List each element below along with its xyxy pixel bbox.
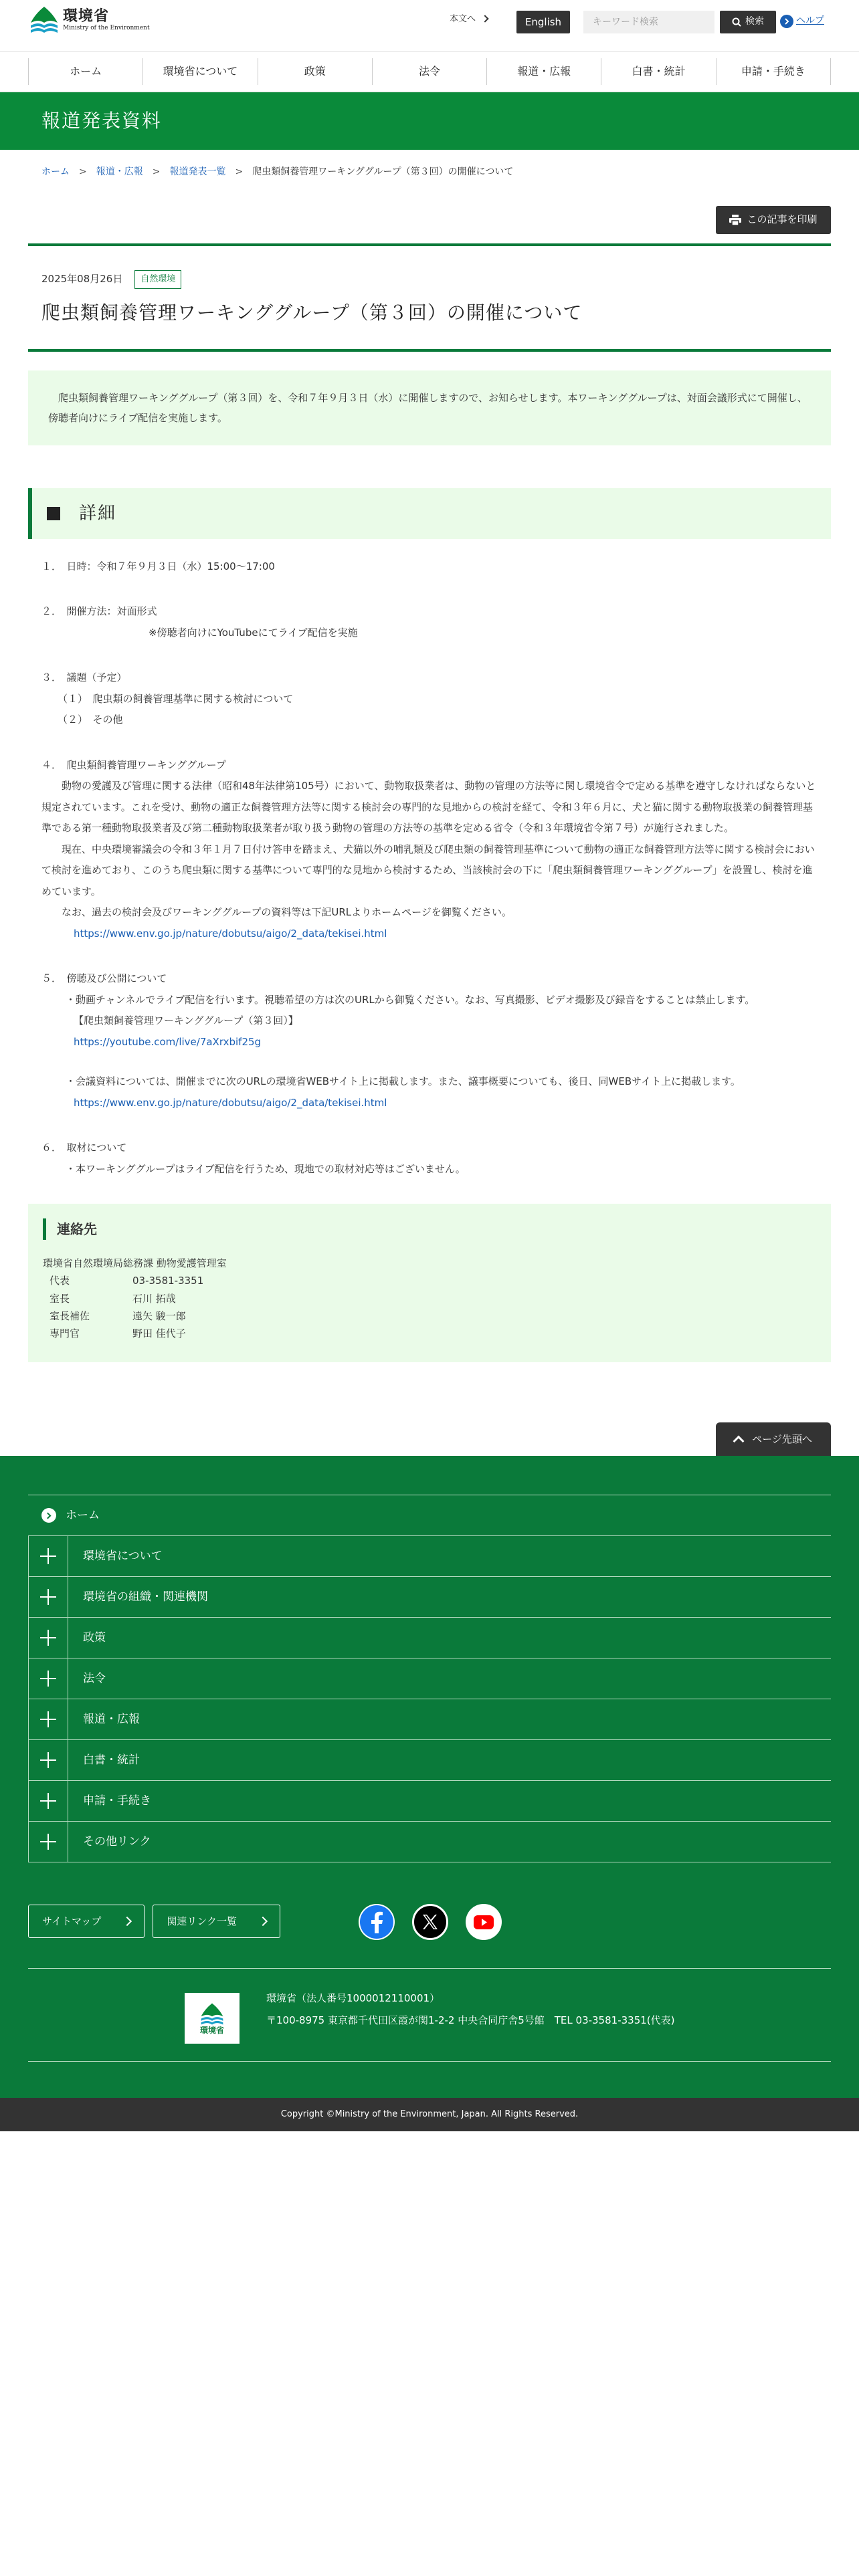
logo-english: Ministry of the Environment — [63, 24, 150, 31]
related-links-button[interactable] — [153, 1905, 280, 1938]
detail-agenda: ３． 議題（予定） — [41, 671, 127, 684]
footer-menu-label: 法令 — [83, 1671, 106, 1685]
footer-logo[interactable] — [185, 1993, 240, 2044]
sitemap-button[interactable] — [28, 1905, 145, 1938]
search-input[interactable] — [583, 11, 714, 33]
footer-menu-item[interactable] — [28, 1536, 831, 1577]
skip-link-label: 本文へ — [450, 14, 476, 24]
plus-icon[interactable] — [28, 1822, 68, 1862]
wg-paragraph: 現在、中央環境審議会の令和３年１月７日付け答申を踏まえ、犬猫以外の哺乳類及び爬虫類の飼養管理基準について動物の適正な飼養管理方法等に関する検討会において検討を進めており、このうち爬虫類に関する基準について専門的な見地から検討するため、当該検討会の下に「爬虫類飼養管理ワーキンググループ」を設置し、検討を進めています。 — [41, 843, 815, 897]
wg-paragraph: なお、過去の検討会及びワーキンググループの資料等は下記URLよりホームページを御覧ください。 — [62, 906, 512, 919]
facebook-icon[interactable] — [359, 1904, 395, 1940]
agenda-item: （１） 爬虫類の飼養管理基準に関する検討について — [58, 692, 294, 705]
footer-menu-item[interactable] — [28, 1822, 831, 1862]
contact-row — [43, 1307, 203, 1325]
search-button[interactable] — [720, 11, 776, 33]
footer-menu-item[interactable] — [28, 1740, 831, 1781]
search-icon — [732, 17, 741, 27]
search-button-label: 検索 — [745, 16, 764, 27]
footer-menu-label: 環境省の組織・関連機関 — [83, 1590, 208, 1604]
contact-value: 遠矢 駿一郎 — [132, 1309, 186, 1322]
contact-value: 石川 拓哉 — [132, 1292, 176, 1305]
print-button[interactable] — [716, 206, 831, 234]
square-bullet-icon — [47, 507, 60, 520]
contact-value: 03-3581-3351 — [132, 1275, 204, 1287]
contact-key: 室長 — [50, 1292, 70, 1305]
breadcrumb-separator: > — [152, 167, 161, 177]
chevron-up-icon — [733, 1436, 745, 1447]
contact-row — [43, 1325, 203, 1342]
chevron-right-icon — [481, 15, 488, 22]
breadcrumb-press-list[interactable]: 報道発表一覧 — [169, 167, 226, 177]
page-top-button[interactable] — [716, 1422, 831, 1456]
category-tag: 自然環境 — [134, 270, 181, 289]
plus-icon[interactable] — [28, 1781, 68, 1822]
wg-paragraph: 動物の愛護及び管理に関する法律（昭和48年法律第105号）において、動物取扱業者は、動物の管理の方法等に関し環境省令で定める基準を遵守しなければならないと規定されています。これを受け、動物の適正な飼養管理方法等に関する検討会の専門的な見地からの検討を経て、令和３年６月に、犬と猫に関する動物取扱業の飼養管理基準である第一種動物取扱業者及び第二種動物取扱業者が取り扱う動物の管理の方法等の基準を定める省令（令和３年環境省令第７号）が施行されました。 — [41, 780, 816, 835]
article-lead: 爬虫類飼養管理ワーキンググループ（第３回）を、令和７年９月３日（水）に開催しますので、お知らせします。本ワーキンググループは、対面会議形式にて開催し、傍聴者向けにライブ配信を実施します。 — [28, 370, 831, 445]
chevron-right-icon — [258, 1917, 268, 1926]
footer-home-label: ホーム — [66, 1508, 100, 1522]
english-button[interactable]: English — [516, 11, 570, 33]
breadcrumb-separator: > — [235, 167, 244, 177]
printer-icon — [729, 215, 741, 225]
youtube-live-link[interactable]: https://youtube.com/live/7aXrxbif25g — [74, 1035, 262, 1048]
contact-row — [43, 1290, 203, 1307]
site-logo[interactable] — [28, 5, 150, 35]
details-heading-text: 詳細 — [79, 503, 117, 524]
details-body — [41, 556, 818, 1180]
youtube-icon[interactable] — [466, 1904, 502, 1940]
chevron-right-circle-icon — [780, 15, 793, 28]
breadcrumb-current: 爬虫類飼養管理ワーキンググループ（第３回）の開催について — [252, 167, 514, 177]
help-link[interactable] — [780, 13, 824, 29]
sitemap-label: サイトマップ — [42, 1915, 102, 1927]
plus-icon[interactable] — [28, 1536, 68, 1577]
press-bullet: ・本ワーキンググループはライブ配信を行うため、現地での取材対応等はございません。 — [66, 1162, 466, 1175]
plus-icon[interactable] — [28, 1699, 68, 1740]
address: 〒100-8975 東京都千代田区霞が関1-2-2 中央合同庁舎5号館 TEL 03-3581-3351(代表) — [266, 2014, 675, 2027]
contact-row — [43, 1272, 203, 1289]
footer-menu-item[interactable] — [28, 1618, 831, 1658]
breadcrumb — [0, 150, 859, 206]
footer-menu-label: 報道・広報 — [83, 1712, 140, 1726]
breadcrumb-press[interactable]: 報道・広報 — [96, 167, 143, 177]
live-stream-label: 【爬虫類飼養管理ワーキンググループ（第３回）】 — [74, 1014, 298, 1027]
public-bullet: ・動画チャンネルでライブ配信を行います。視聴希望の方は次のURLから御覧ください。なお、写真撮影、ビデオ撮影及び録音をすることは禁止します。 — [66, 993, 755, 1006]
nav-item-applications[interactable]: 申請・手続き — [716, 58, 831, 85]
chevron-right-circle-icon — [41, 1508, 56, 1523]
article-title: 爬虫類飼養管理ワーキンググループ（第３回）の開催について — [41, 302, 583, 324]
contact-key: 専門官 — [50, 1327, 80, 1340]
contact-table — [43, 1272, 203, 1342]
plus-icon[interactable] — [28, 1618, 68, 1658]
site-footer — [0, 1456, 859, 2131]
related-links-label: 関連リンク一覧 — [167, 1915, 237, 1927]
footer-menu-item[interactable] — [28, 1577, 831, 1618]
moe-logo-icon — [199, 2002, 225, 2026]
footer-menu-label: 白書・統計 — [83, 1753, 140, 1767]
chevron-right-icon — [122, 1917, 132, 1926]
page-heading-band — [0, 92, 859, 150]
breadcrumb-home[interactable]: ホーム — [41, 167, 70, 177]
detail-method: ２． 開催方法：対面形式 — [41, 605, 157, 618]
footer-menu-item[interactable] — [28, 1781, 831, 1822]
footer-menu-label: 申請・手続き — [83, 1794, 151, 1808]
page-heading: 報道発表資料 — [41, 110, 163, 132]
breadcrumb-separator: > — [79, 167, 87, 177]
materials-url-link[interactable]: https://www.env.go.jp/nature/dobutsu/aigo/2_data/tekisei.html — [74, 1096, 387, 1109]
x-twitter-icon[interactable] — [412, 1904, 448, 1940]
footer-nav — [28, 1495, 831, 1862]
materials-url-link[interactable]: https://www.env.go.jp/nature/dobutsu/aigo/2_data/tekisei.html — [74, 927, 387, 940]
nav-item-law[interactable]: 法令 — [372, 58, 486, 85]
public-bullet: ・会議資料については、開催までに次のURLの環境省WEBサイト上に掲載します。また、議事概要についても、後日、同WEBサイト上に掲載します。 — [66, 1075, 741, 1088]
detail-press: ６． 取材について — [41, 1142, 127, 1154]
copyright: Copyright ©Ministry of the Environment, Japan. All Rights Reserved. — [0, 2098, 859, 2131]
nav-item-press[interactable]: 報道・広報 — [486, 58, 601, 85]
contact-org: 環境省自然環境局総務課 動物愛護管理室 — [43, 1257, 227, 1270]
nav-item-whitepaper[interactable]: 白書・統計 — [601, 58, 715, 85]
footer-home-link[interactable] — [28, 1495, 831, 1536]
contact-key: 室長補佐 — [50, 1309, 90, 1322]
logo-japanese: 環境省 — [63, 7, 110, 25]
plus-icon[interactable] — [28, 1577, 68, 1618]
footer-address — [28, 1968, 831, 2062]
article-header — [28, 243, 831, 352]
footer-menu-item[interactable] — [28, 1658, 831, 1699]
details-heading — [28, 488, 831, 539]
plus-icon[interactable] — [28, 1740, 68, 1781]
footer-menu-label: 政策 — [83, 1630, 106, 1644]
contact-value: 野田 佳代子 — [132, 1327, 186, 1340]
skip-to-content-link[interactable] — [450, 12, 488, 27]
footer-menu-label: 環境省について — [83, 1549, 163, 1563]
article-date: 2025年08月26日 — [41, 273, 123, 286]
plus-icon[interactable] — [28, 1658, 68, 1699]
footer-menu-label: その他リンク — [83, 1834, 151, 1848]
footer-logo-text: 環境省 — [199, 2025, 224, 2035]
contact-box — [28, 1204, 831, 1362]
social-links — [359, 1904, 519, 1940]
agenda-item: （２） その他 — [58, 714, 123, 726]
detail-datetime: １． 日時：令和７年９月３日（水）15:00～17:00 — [41, 560, 275, 572]
nav-item-about[interactable]: 環境省について — [142, 58, 257, 85]
global-nav — [0, 51, 859, 92]
help-label: ヘルプ — [796, 15, 824, 26]
detail-public: ５． 傍聴及び公開について — [41, 972, 167, 985]
detail-method-note: ※傍聴者向けにYouTubeにてライブ配信を実施 — [149, 626, 358, 639]
print-button-label: この記事を印刷 — [747, 213, 818, 226]
detail-wg: ４． 爬虫類飼養管理ワーキンググループ — [41, 758, 226, 771]
corporate-number: 環境省（法人番号1000012110001） — [266, 1992, 440, 2005]
contact-key: 代表 — [50, 1275, 70, 1287]
contact-title: 連絡先 — [43, 1218, 816, 1240]
footer-menu-item[interactable] — [28, 1699, 831, 1740]
site-header — [0, 0, 859, 48]
nav-item-policy[interactable]: 政策 — [258, 58, 372, 85]
page-top-label: ページ先頭へ — [752, 1432, 812, 1445]
nav-item-home[interactable]: ホーム — [28, 58, 142, 85]
moe-logo-icon — [28, 5, 60, 35]
